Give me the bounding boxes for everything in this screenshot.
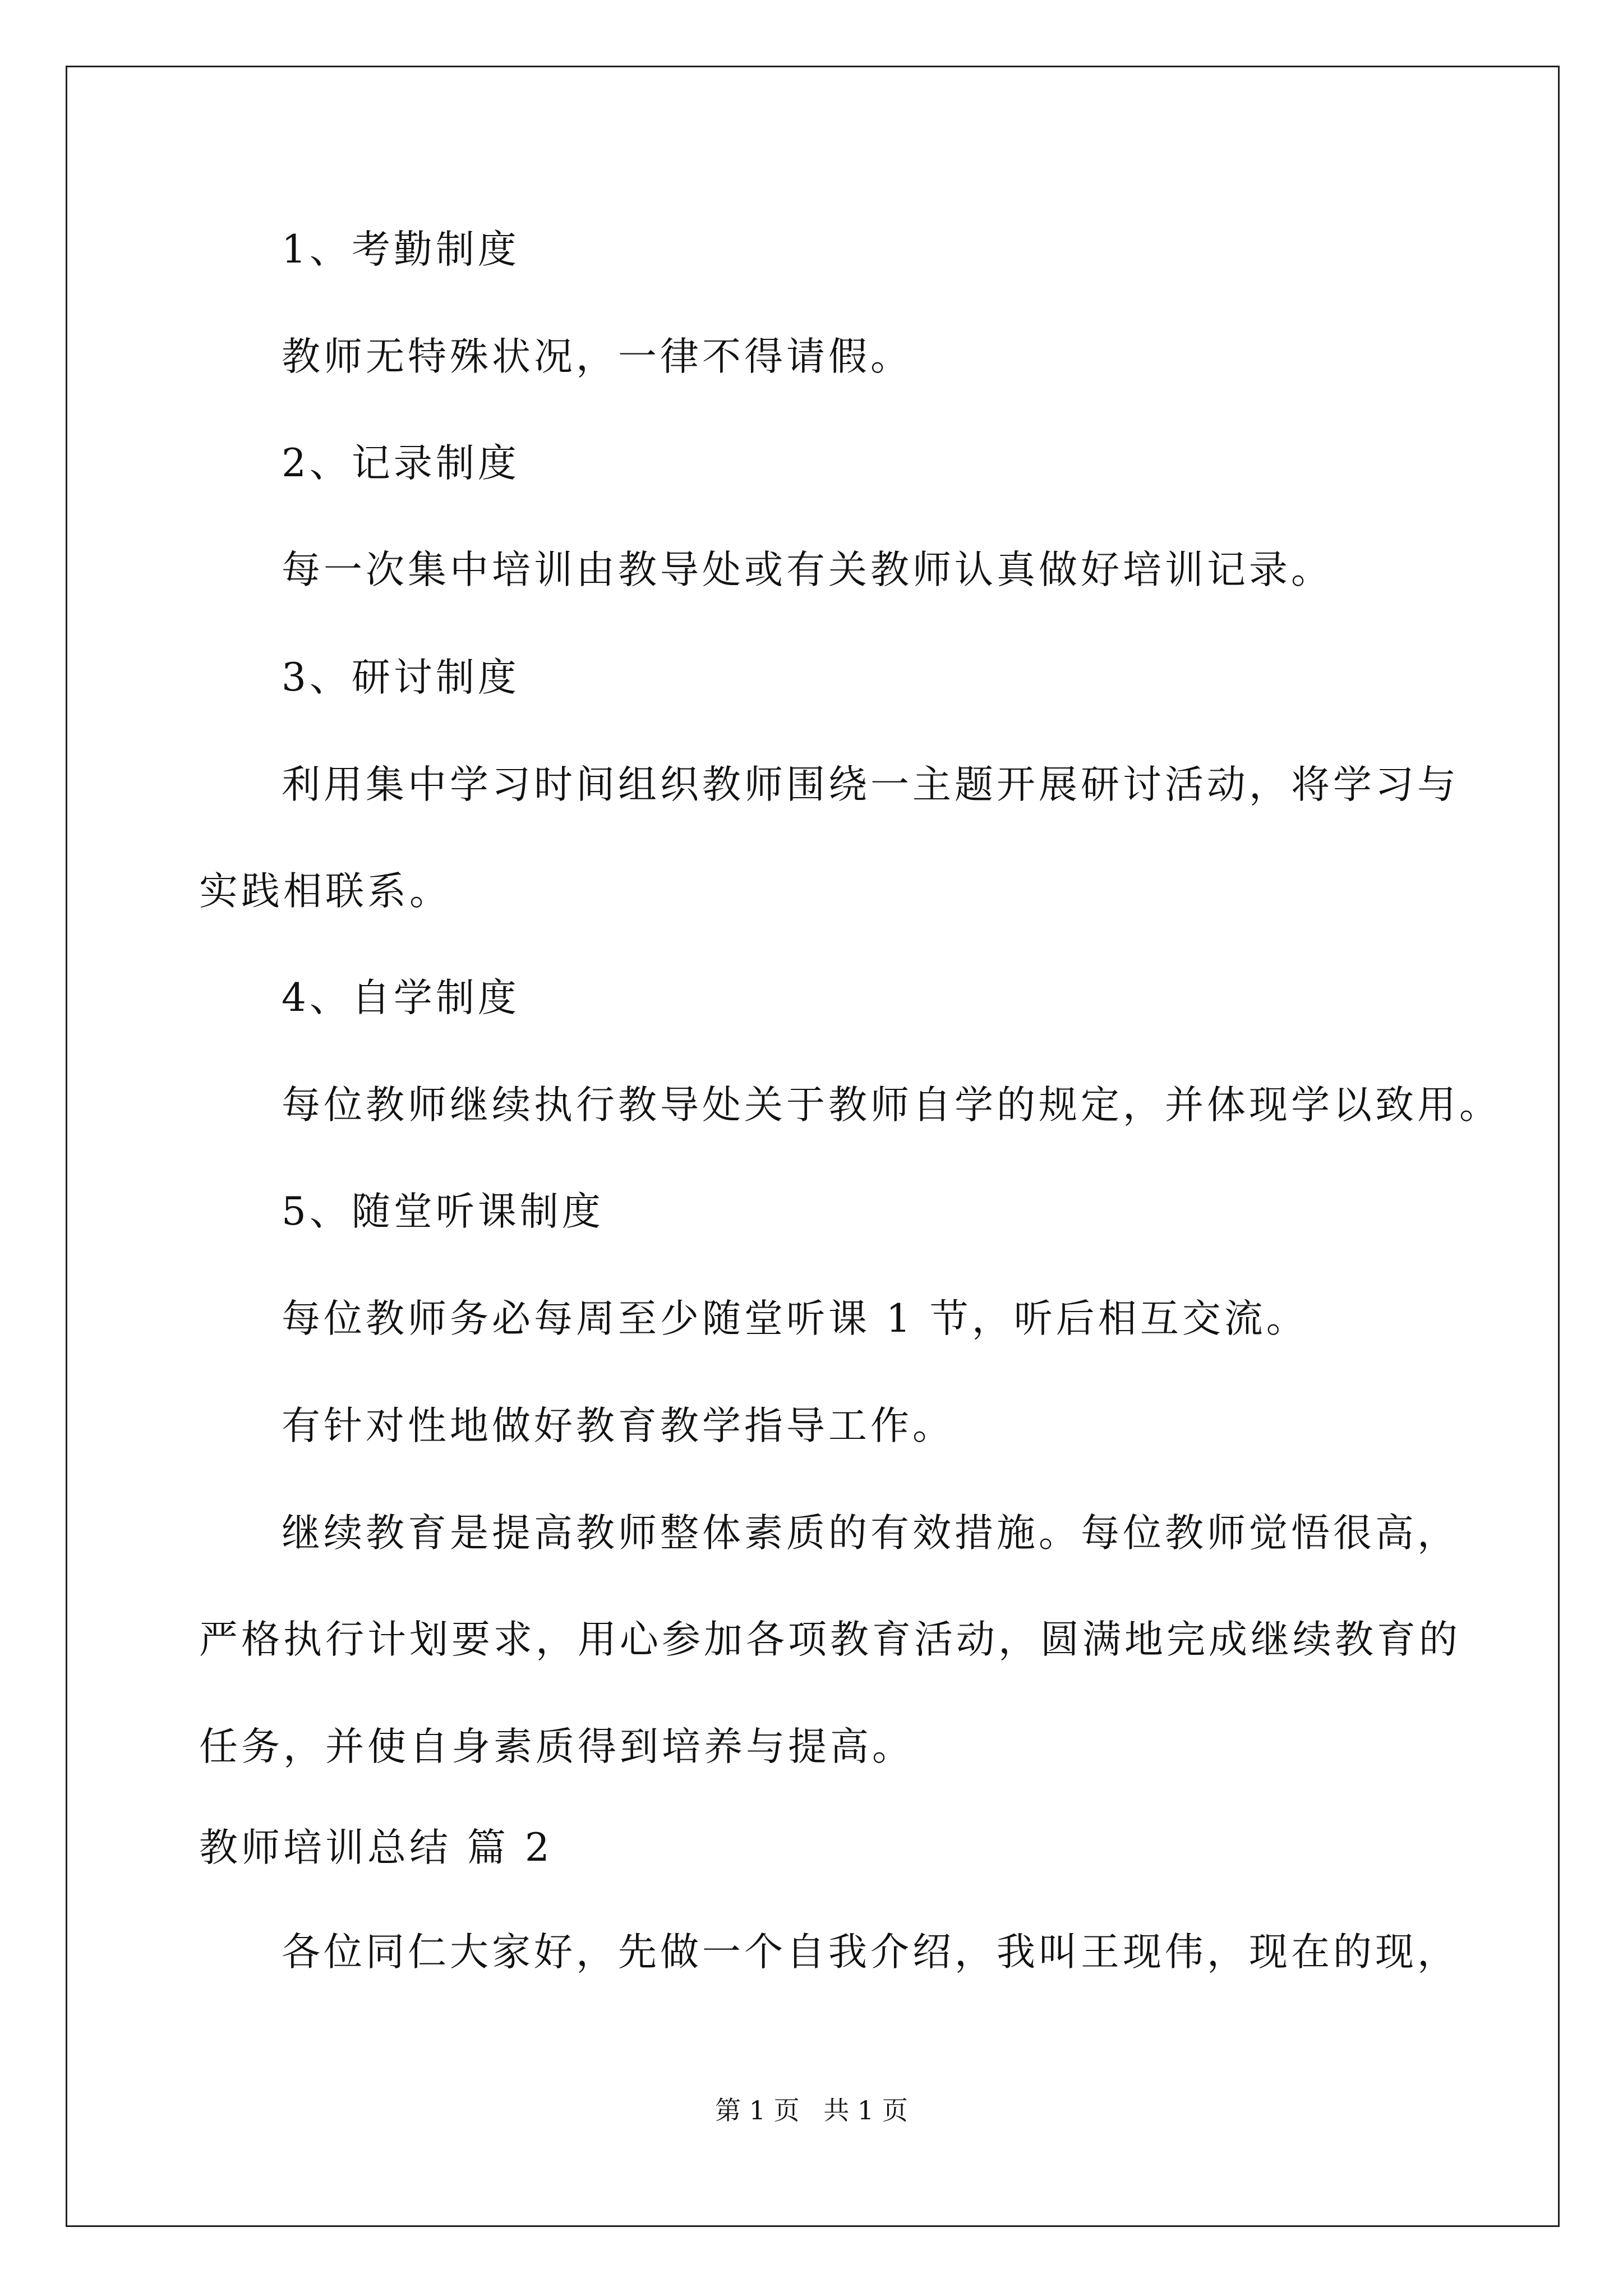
paragraph-line: 实践相联系。 — [199, 869, 451, 914]
paragraph-line: 继续教育是提高教师整体素质的有效措施。每位教师觉悟很高， — [282, 1511, 1459, 1556]
page-footer — [0, 2093, 1623, 2127]
paragraph-line: 每位教师继续执行教导处关于教师自学的规定，并体现学以致用。 — [282, 1083, 1501, 1128]
heading-records: 2、记录制度 — [282, 441, 520, 486]
page-number: 第 1 页 — [715, 2095, 800, 2125]
paragraph-line: 每位教师务必每周至少随堂听课 1 节，听后相互交流。 — [282, 1296, 1308, 1341]
paragraph-line: 任务，并使自身素质得到培养与提高。 — [199, 1724, 914, 1769]
paragraph-line: 利用集中学习时间组织教师围绕一主题开展研讨活动，将学习与 — [282, 762, 1459, 807]
heading-discussion: 3、研讨制度 — [282, 655, 520, 700]
paragraph-line: 有针对性地做好教育教学指导工作。 — [282, 1404, 955, 1448]
heading-class-observation: 5、随堂听课制度 — [282, 1189, 604, 1234]
heading-self-study: 4、自学制度 — [282, 976, 520, 1020]
heading-attendance: 1、考勤制度 — [282, 227, 520, 272]
paragraph-line: 严格执行计划要求，用心参加各项教育活动，圆满地完成继续教育的 — [199, 1617, 1461, 1662]
paragraph-line: 各位同仁大家好，先做一个自我介绍，我叫王现伟，现在的现， — [282, 1930, 1459, 1975]
paragraph-line: 每一次集中培训由教导处或有关教师认真做好培训记录。 — [282, 547, 1333, 592]
section-title: 教师培训总结 篇 2 — [199, 1825, 553, 1870]
paragraph-line: 教师无特殊状况，一律不得请假。 — [282, 334, 912, 379]
page-total: 共 1 页 — [823, 2095, 908, 2125]
page-border — [66, 66, 1560, 2227]
